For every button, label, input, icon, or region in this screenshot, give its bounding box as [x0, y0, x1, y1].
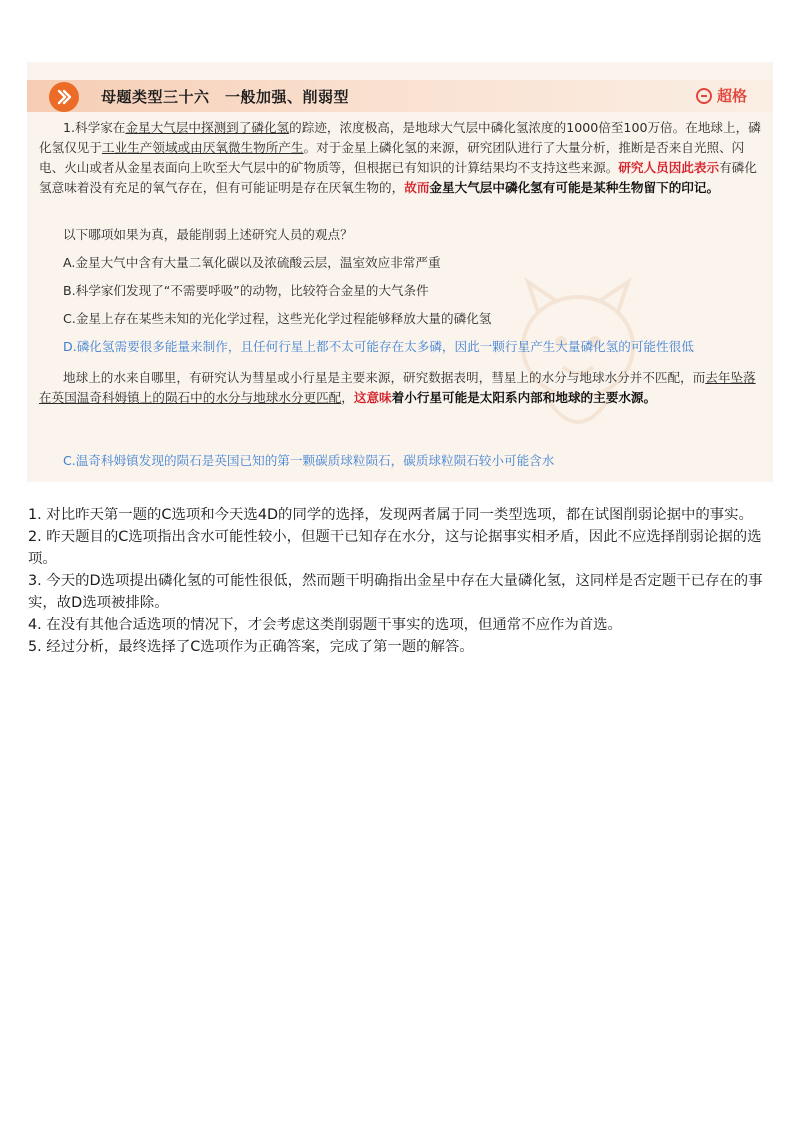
note-item: 2. 昨天题目的C选项指出含水可能性较小，但题干已知存在水分，这与论据事实相矛盾，因此不应选择削弱论据的选项。: [28, 529, 762, 567]
note-item: 4. 在没有其他合适选项的情况下，才会考虑这类削弱题干事实的选项，但通常不应作为首选。: [28, 617, 622, 633]
question-prompt: 以下哪项如果为真，最能削弱上述研究人员的观点？: [63, 227, 353, 242]
arrow-badge: [49, 82, 79, 112]
option-a: A.金星大气中含有大量二氧化碳以及浓硫酸云层，温室效应非常严重: [63, 255, 441, 270]
slide-title: 母题类型三十六 一般加强、削弱型: [101, 88, 350, 106]
note-item: 5. 经过分析，最终选择了C选项作为正确答案，完成了第一题的解答。: [28, 639, 474, 655]
option-b: B.科学家们发现了“不需要呼吸”的动物，比较符合金星的大气条件: [63, 283, 429, 298]
slide-header: [27, 80, 773, 112]
brand-logo: [696, 85, 747, 106]
option-d: D.磷化氢需要很多能量来制作，且任何行星上都不太可能存在太多磷，因此一颗行星产生大量磷化氢的可能性很低: [63, 339, 694, 354]
note-item: 1. 对比昨天第一题的C选项和今天选4D的同学的选择，发现两者属于同一类型选项，都在试图削弱论据中的事实。: [28, 507, 753, 523]
lesson-slide-image: [27, 62, 773, 482]
question-2-option-c: C.温奇科姆镇发现的陨石是英国已知的第一颗碳质球粒陨石，碳质球粒陨石较小可能含水: [63, 453, 555, 468]
chevron-right-icon: [56, 89, 72, 105]
brand-icon: [696, 88, 712, 104]
option-c: C.金星上存在某些未知的光化学过程，这些光化学过程能够释放大量的磷化氢: [63, 311, 492, 326]
question-2-stem: 地球上的水来自哪里，有研究认为彗星或小行星是主要来源，研究数据表明，彗星上的水分与地球水分并不匹配，而去年坠落在英国温奇科姆镇上的陨石中的水分与地球水分更匹配，这意味着小行星可能是太阳系内部和地球的主要水源。: [39, 370, 756, 405]
analysis-notes: [28, 504, 778, 658]
note-item: 3. 今天的D选项提出磷化氢的可能性很低，然而题干明确指出金星中存在大量磷化氢，这同样是否定题干已存在的事实，故D选项被排除。: [28, 573, 763, 611]
brand-name: 超格: [716, 87, 747, 105]
question-1-stem: 1.科学家在金星大气层中探测到了磷化氢的踪迹，浓度极高，是地球大气层中磷化氢浓度的1000倍至100万倍。在地球上，磷化氢仅见于工业生产领域或由厌氧微生物所产生。对于金星上磷化氢的来源，研究团队进行了大量分析，推断是否来自光照、闪电、火山或者从金星表面向上吹至大气层中的矿物质等，但根据已有知识的计算结果均不支持这些来源。研究人员因此表示有磷化氢意味着没有充足的氧气存在，但有可能证明是存在厌氧生物的，故而金星大气层中磷化氢有可能是某种生物留下的印记。: [39, 120, 761, 195]
